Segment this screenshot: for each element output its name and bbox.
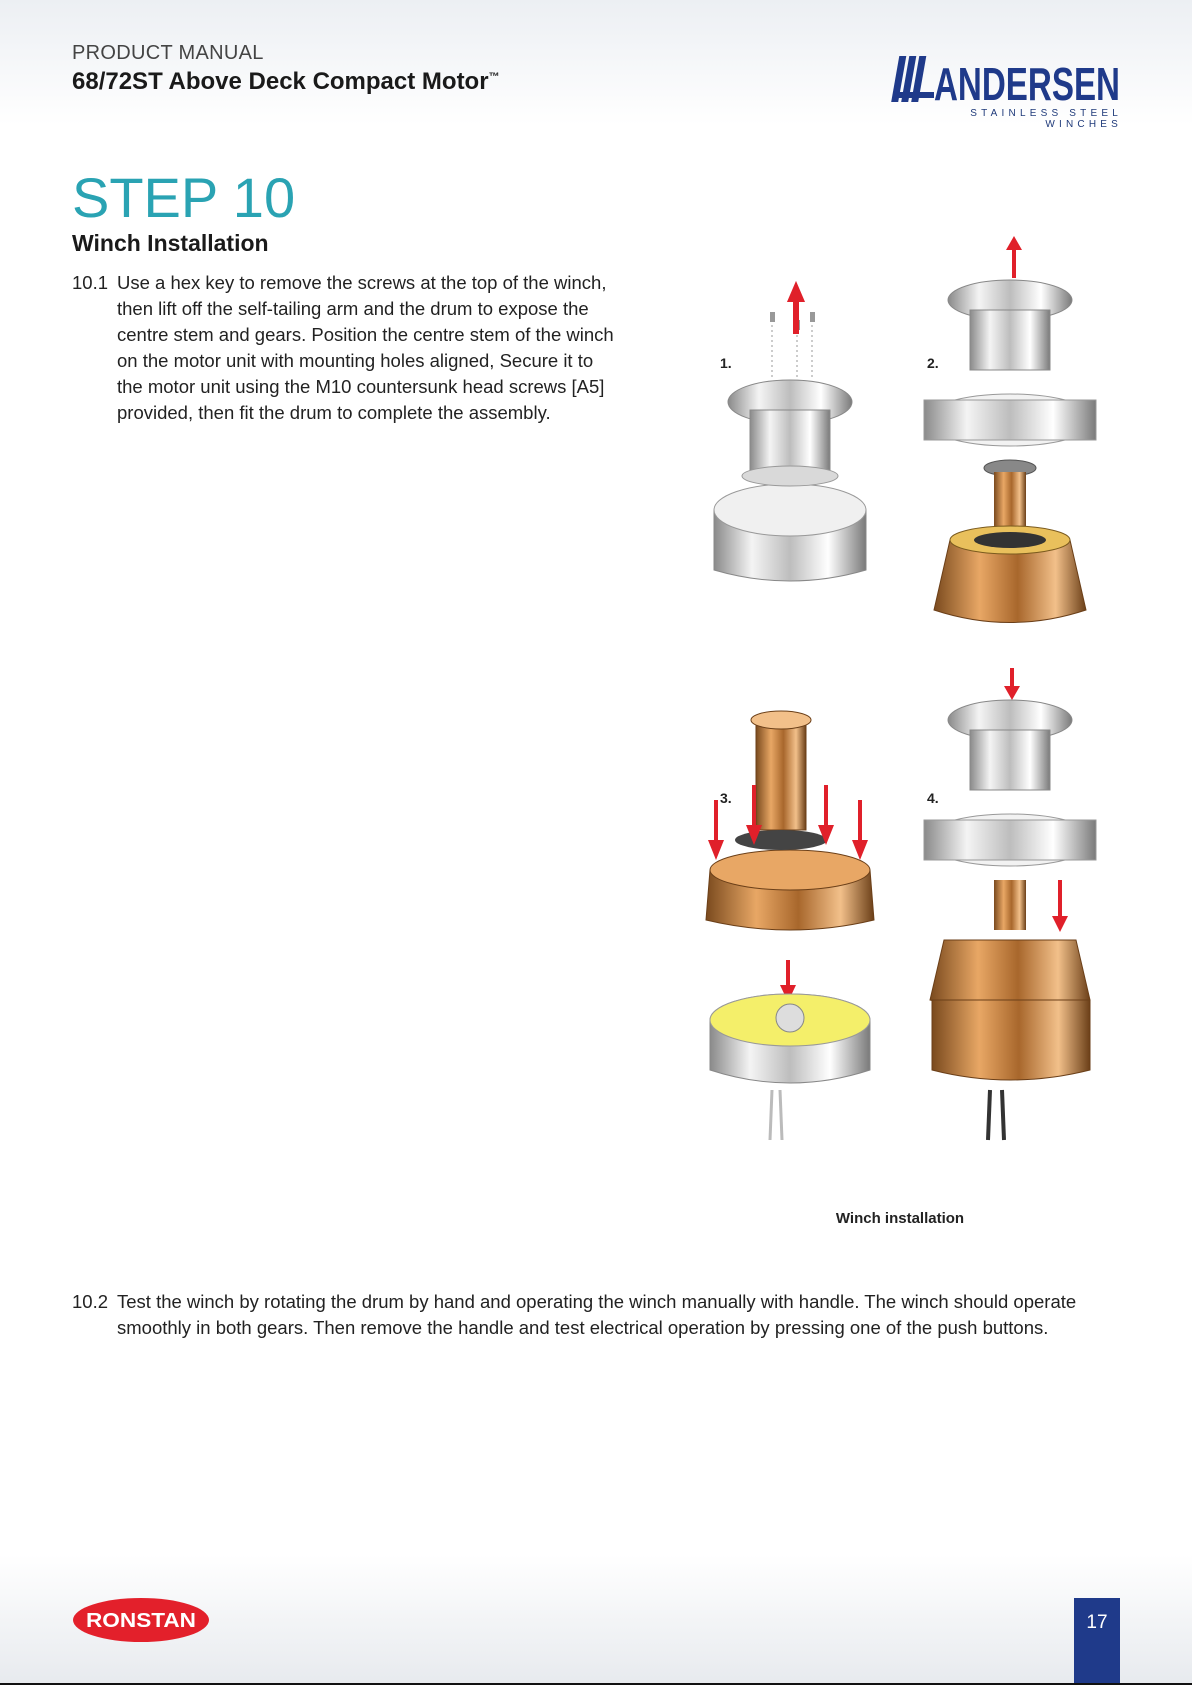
panel-label-3: 3. [720,790,732,806]
step-line: Test the winch by rotating the drum by hand and operating the winch manually with handle. The winch should operate [117,1291,1077,1312]
step-line: on the motor unit with mounting holes aligned, Secure it to [117,350,594,371]
step-item-10-1 [72,270,672,430]
step-line: centre stem and gears. Position the centre stem of the winch [117,324,614,345]
panel-label-4: 4. [927,790,939,806]
panel-label-2: 2. [927,355,939,371]
andersen-tagline: STAINLESS STEEL WINCHES [970,108,1122,130]
step-number: 10.1 [72,272,109,293]
step-title: STEP 10 [72,166,296,229]
page-number: 17 [1086,1612,1108,1633]
andersen-logo [898,52,1122,130]
ronstan-logo [72,1596,210,1644]
step-line: the motor unit using the M10 countersunk head screws [A5] [117,376,605,397]
step-line: Use a hex key to remove the screws at the top of the winch, [117,272,607,293]
figure-caption: Winch installation [835,1210,965,1227]
andersen-logo-mark [898,52,1122,108]
panel-2-winch [924,236,1096,623]
page-number-box [1074,1598,1120,1685]
winch-illustration [700,240,1120,1180]
panel-3-winch [706,711,874,1140]
panel-label-1: 1. [720,355,732,371]
panel-4-winch [924,668,1096,1140]
step-line: smoothly in both gears. Then remove the handle and test electrical operation by pressing one of the push buttons. [117,1317,1049,1338]
section-title: Winch Installation [72,230,269,256]
trademark-symbol: ™ [488,71,500,83]
doc-title [72,68,500,96]
step-text [117,1289,1076,1341]
step-text [117,270,614,426]
panel-1-winch [714,286,866,581]
doc-label: PRODUCT MANUAL [72,42,264,64]
winch-installation-figure [700,240,1120,1180]
ronstan-wordmark: RONSTAN [86,1610,196,1632]
step-item-10-2 [72,1289,1132,1345]
andersen-wordmark: ANDERSEN [934,58,1120,110]
step-line: provided, then fit the drum to complete the assembly. [117,402,551,423]
step-line: then lift off the self-tailing arm and the drum to expose the [117,298,589,319]
ronstan-logo-mark [72,1596,210,1644]
step-number: 10.2 [72,1291,109,1312]
doc-title-text: 68/72ST Above Deck Compact Motor [72,68,489,95]
